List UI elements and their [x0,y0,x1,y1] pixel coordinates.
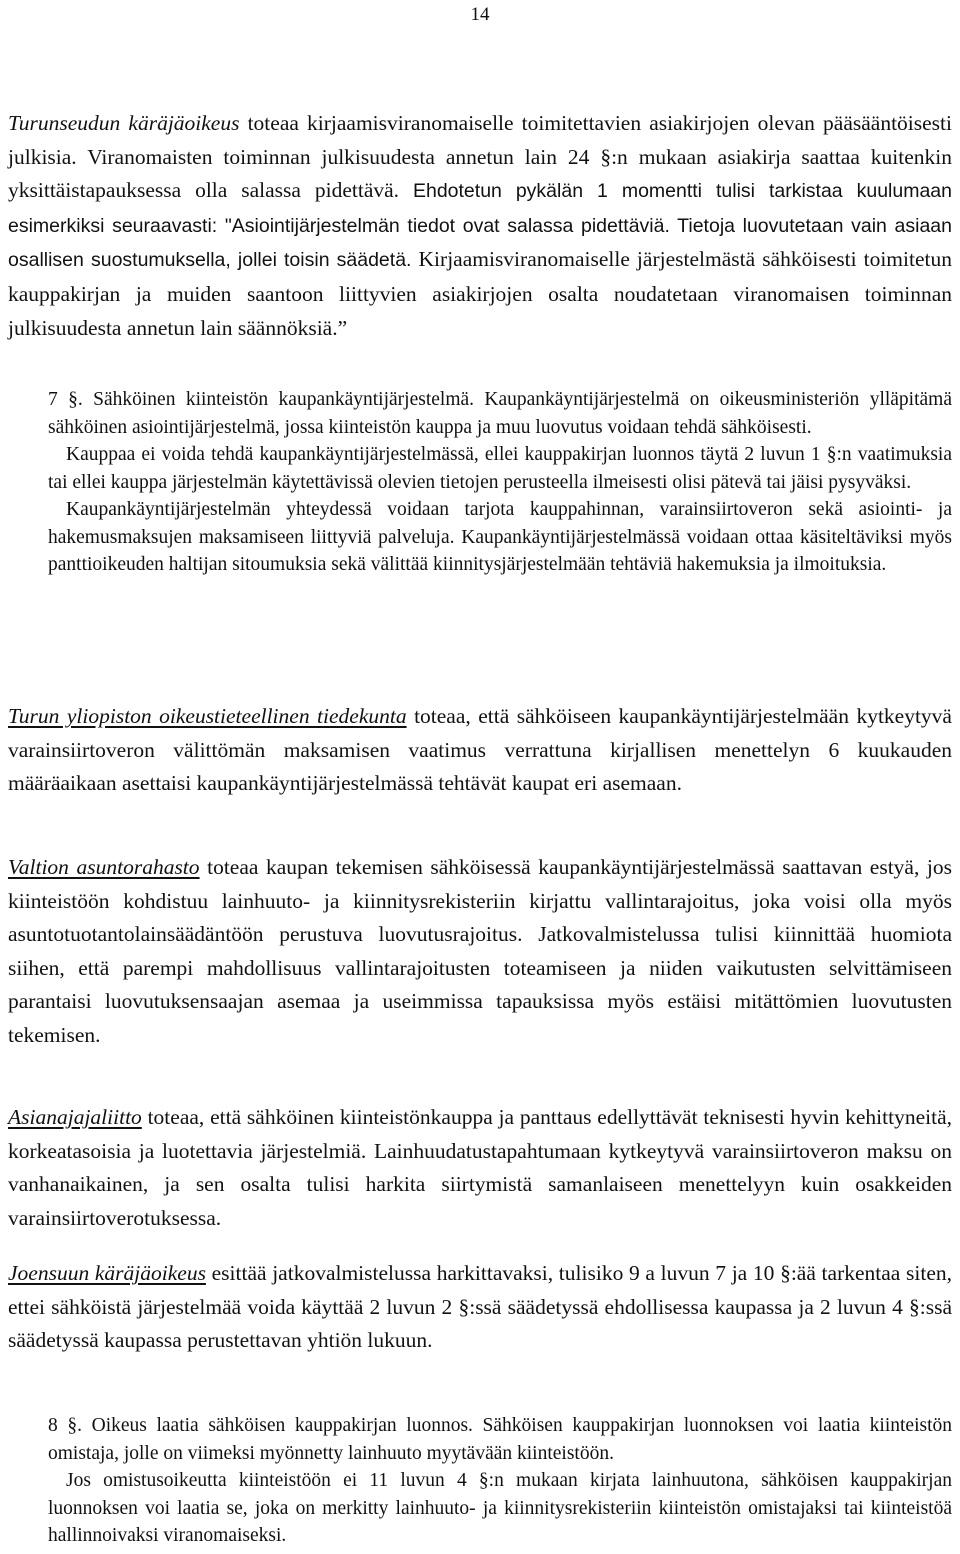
statement-text: toteaa kirjaamisviranomaiselle toimitettavien asiakirjojen olevan pääsääntöisesti julkisia. Viranomaisten toiminnan julkisuudesta annetun lain 24 §:n mukaan asiakirja saattaa kuitenkin yksittäistapauksessa olla salassa pidettävä. [8,111,952,203]
organization-name: Valtion asuntorahasto [8,855,200,879]
section-8-paragraph-1: 8 §. Oikeus laatia sähköisen kauppakirjan luonnos. Sähköisen kauppakirjan luonnoksen voi laatia kiinteistön omistaja, jolle on viimeksi myönnetty lainhuuto myytävään kiinteistöön. [48,1415,952,1464]
statement-text: toteaa, että sähköiseen kaupankäyntijärjestelmään kytkeytyvä varainsiirtoveron välittömän maksamisen vaatimus verrattuna kirjallisen menettelyn 6 kuukauden määräaikaan asettaisi kaupankäyntijärjestelmässä tehtävät kaupat eri asemaan. [8,704,952,796]
organization-name: Turunseudun käräjäoikeus [8,111,240,135]
section-7-paragraph-2: Kauppaa ei voida tehdä kaupankäyntijärjestelmässä, ellei kauppakirjan luonnos täytä 2 luvun 1 §:n vaatimuksia tai ellei kauppa järjestelmän käytettävissä olevien tietojen perusteella ilmeisesti olisi pätevä tai jäisi pysyväksi. [48,444,952,493]
statement-joensuun-karajaoikeus [8,1257,952,1358]
quoted-section-8 [48,1412,952,1550]
section-8-paragraph-2: Jos omistusoikeutta kiinteistöön ei 11 luvun 4 §:n mukaan kirjata lainhuutona, sähköisen kauppakirjan luonnoksen voi laatia se, joka on merkitty lainhuuto- ja kiinnitysrekisteriin kiinteistön omistajaksi tai kiinteistöä hallinnoivaksi viranomaiseksi. [48,1470,952,1546]
statement-text: toteaa kaupan tekemisen sähköisessä kaupankäyntijärjestelmässä saattavan estyä, jos kiinteistöön kohdistuu lainhuuto- ja kiinnitysrekisteriin kirjattu vallintarajoitus, joka voisi olla myös asuntotuotantolainsäädäntöön perustuva luovutusrajoitus. Jatkovalmistelussa tulisi kiinnittää huomiota siihen, että parempi mahdollisuus vallintarajoitusten toteamiseen ja niiden vaikutusten selvittämiseen parantaisi luovutuksensaajan asemaa ja useimmissa tapauksissa myös estäisi mitättömien luovutusten tekemisen. [8,855,953,1047]
statement-asianajajaliitto [8,1101,952,1235]
section-7-paragraph-1: 7 §. Sähköinen kiinteistön kaupankäyntijärjestelmä. Kaupankäyntijärjestelmä on oikeusministeriön ylläpitämä sähköinen asiointijärjestelmä, jossa kiinteistön kauppa ja muu luovutus voidaan tehdä sähköisesti. [48,389,952,438]
statement-valtion-asuntorahasto [8,851,952,1053]
statement-text-continued: Kirjaamisviranomaiselle järjestelmästä sähköisesti toimitetun kauppakirjan ja muiden saantoon liittyvien asiakirjojen osalta noudatetaan viranomaisen toiminnan julkisuudesta annetun lain säännöksiä.” [8,247,952,340]
statement-text: esittää jatkovalmistelussa harkittavaksi, tulisiko 9 a luvun 7 ja 10 §:ää tarkentaa siten, ettei sähköistä järjestelmää voida käyttää 2 luvun 2 §:ssä säädetyssä ehdollisessa kaupassa ja 2 luvun 4 §:ssä säädetyssä kaupassa perustettavan yhtiön lukuun. [8,1261,952,1353]
section-7-paragraph-3: Kaupankäyntijärjestelmän yhteydessä voidaan tarjota kauppahinnan, varainsiirtoveron sekä asiointi- ja hakemusmaksujen maksamiseen liittyviä palveluja. Kaupankäyntijärjestelmässä voidaan ottaa käsiteltäviksi myös panttioikeuden haltijan sitoumuksia sekä välittää kiinnitysjärjestelmään tehtäviä hakemuksia ja ilmoituksia. [48,499,952,575]
proposed-wording-text: Ehdotetun pykälän 1 momentti tulisi tarkistaa kuulumaan esimerkiksi seuraavasti: "Asiointijärjestelmän tiedot ovat salassa pidettäviä. Tietoja luovutetaan vain asiaan osallisen suostumuksella, jollei toisin säädetä. [8,180,952,272]
quoted-section-7 [48,386,952,579]
statement-text: toteaa, että sähköinen kiinteistönkauppa ja panttaus edellyttävät teknisesti hyvin kehittyneitä, korkeatasoisia ja luotettavia järjestelmiä. Lainhuudatustapahtumaan kytkeytyvä varainsiirtoveron maksu on vanhanaikainen, ja sen osalta tulisi harkita siirtymistä samanlaiseen menettelyyn kuin osakkeiden varainsiirtoverotuksessa. [8,1105,952,1230]
organization-name: Joensuun käräjäoikeus [8,1261,206,1285]
statement-turunseudun-karajaoikeus [8,107,952,345]
statement-turun-yliopisto [8,700,952,801]
page-number: 14 [470,4,490,25]
organization-name: Turun yliopiston oikeustieteellinen tiedekunta [8,704,407,728]
organization-name: Asianajajaliitto [8,1105,142,1129]
